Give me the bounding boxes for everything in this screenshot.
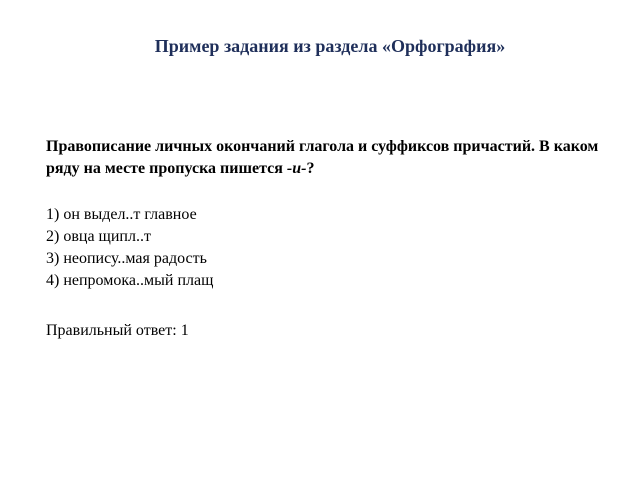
task-question-text: Правописание личных окончаний глагола и суффиксов причастий. В каком ряду на месте пропуска пишется xyxy=(46,138,599,177)
task-question-letter: -и- xyxy=(286,160,307,177)
task-question xyxy=(46,136,606,180)
slide-title: Пример задания из раздела «Орфография» xyxy=(154,36,506,56)
task-question-end: ? xyxy=(306,160,315,177)
correct-answer: Правильный ответ: 1 xyxy=(46,322,189,339)
option-2: 2) овца щипл..т xyxy=(46,228,151,245)
option-3: 3) неопису..мая радость xyxy=(46,250,207,267)
option-1: 1) он выдел..т главное xyxy=(46,206,197,223)
answer-options xyxy=(46,204,213,292)
option-4: 4) непромока..мый плащ xyxy=(46,272,214,289)
